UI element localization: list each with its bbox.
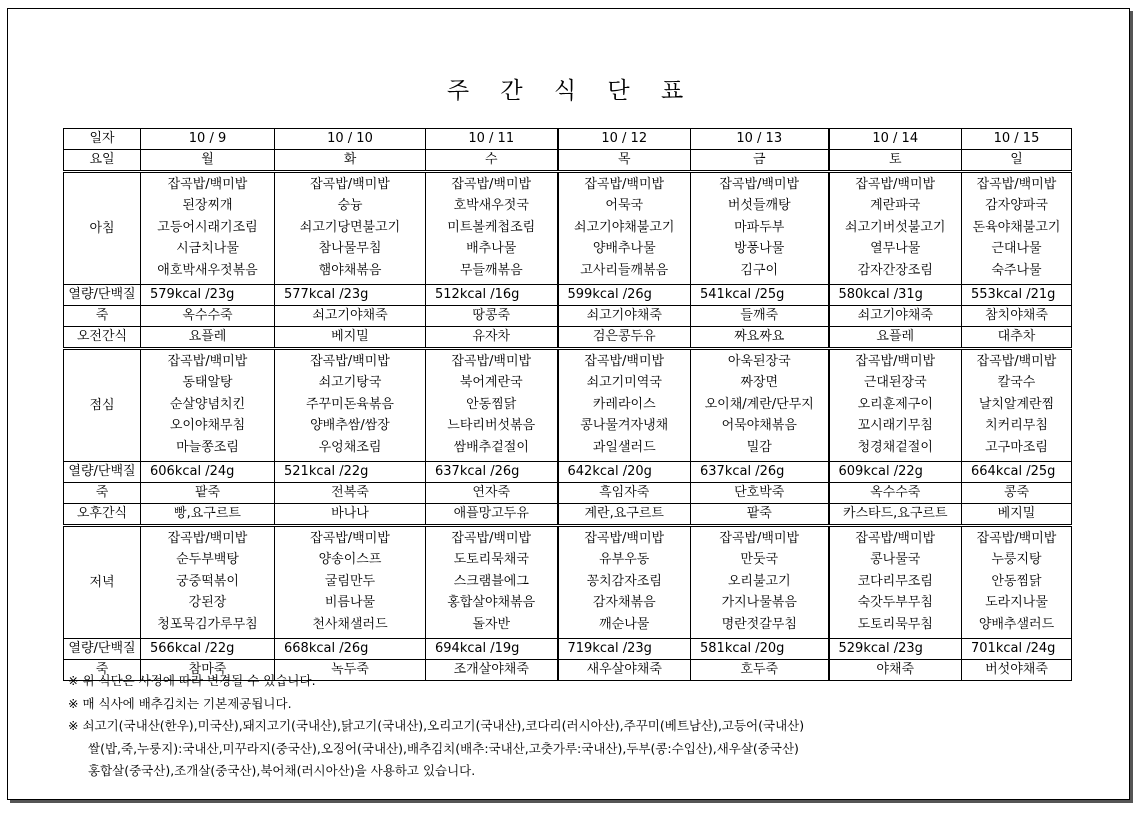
lunch-kcal-row-cell: 637kcal /26g	[691, 462, 829, 483]
dish: 쇠고기버섯불고기	[845, 219, 946, 235]
dish: 참나물무침	[318, 241, 382, 257]
am-snack-row-cell: 대추차	[962, 327, 1072, 349]
meal-cell	[426, 349, 558, 462]
meal-label: 아침	[64, 172, 141, 285]
dish: 숙갓두부무침	[857, 595, 933, 611]
breakfast-kcal-row	[64, 285, 1072, 306]
weekly-menu-table	[63, 128, 1072, 681]
lunch-porridge-row-cell: 흑임자죽	[558, 483, 691, 504]
breakfast-kcal-row-cell: 580kcal /31g	[829, 285, 962, 306]
dish: 잡곡밥/백미밥	[855, 177, 936, 192]
dish: 오이채/계란/단무지	[704, 396, 814, 412]
meal-cell	[426, 172, 558, 285]
am-snack-row-cell: 요플레	[829, 327, 962, 349]
dish: 순두부백탕	[176, 552, 239, 568]
dish: 숙주나물	[991, 262, 1042, 278]
am-snack-row-cell: 짜요짜요	[691, 327, 829, 349]
meal-cell	[962, 526, 1072, 639]
dish: 코다리무조림	[857, 573, 933, 589]
lunch-porridge-row-cell: 연자죽	[426, 483, 558, 504]
dinner-porridge-row-cell: 조개살야채죽	[426, 660, 558, 681]
meal-cell	[558, 172, 691, 285]
meal-cell	[141, 172, 275, 285]
note-line: ※ 매 식사에 배추김치는 기본제공됩니다.	[68, 695, 292, 711]
dish: 쌈배추겉절이	[453, 439, 529, 455]
dish: 어묵국	[605, 198, 644, 214]
dish: 잡곡밥/백미밥	[719, 531, 800, 546]
am-snack-row	[64, 327, 1072, 349]
row-label: 죽	[64, 660, 141, 681]
breakfast-porridge-row	[64, 306, 1072, 327]
dish: 잡곡밥/백미밥	[167, 531, 248, 546]
meal-label: 저녁	[64, 526, 141, 639]
lunch-kcal-row-cell: 609kcal /22g	[829, 462, 962, 483]
row-label: 요일	[64, 150, 141, 172]
dish: 순살양념치킨	[169, 396, 246, 412]
dish: 잡곡밥/백미밥	[310, 354, 390, 369]
dish: 잡곡밥/백미밥	[451, 531, 532, 546]
dish: 치커리무침	[985, 418, 1048, 434]
dish: 도토리묵무침	[857, 616, 933, 632]
dish: 숭늉	[337, 198, 363, 214]
weekday-row-cell: 토	[829, 150, 962, 172]
dish: 콩나물국	[870, 552, 921, 568]
row-label: 열량/단백질	[64, 639, 141, 660]
dish: 밀감	[746, 439, 772, 455]
dish: 무들깨볶음	[459, 262, 523, 278]
dish: 오이야채무침	[169, 418, 246, 434]
meal-cell	[275, 526, 426, 639]
lunch-kcal-row-cell: 642kcal /20g	[558, 462, 691, 483]
dinner-porridge-row-cell: 버섯야채죽	[962, 660, 1072, 681]
dish: 된장찌개	[182, 198, 233, 214]
dish: 김구이	[740, 262, 779, 278]
weekday-row	[64, 150, 1072, 172]
meal-cell	[275, 172, 426, 285]
dinner-porridge-row-cell: 호두죽	[691, 660, 829, 681]
dish: 잡곡밥/백미밥	[584, 354, 665, 369]
lunch-kcal-row-cell: 606kcal /24g	[141, 462, 275, 483]
notes	[68, 670, 804, 783]
note-line: 홍합살(중국산),조개살(중국산),북어채(러시아산)을 사용하고 있습니다.	[88, 763, 476, 778]
lunch-row	[64, 349, 1072, 462]
lunch-kcal-row-cell: 664kcal /25g	[962, 462, 1072, 483]
dish: 쇠고기탕국	[318, 375, 382, 391]
row-label: 오후간식	[64, 504, 141, 526]
meal-cell	[962, 172, 1072, 285]
dish: 잡곡밥/백미밥	[584, 531, 665, 546]
dish: 청포묵김가루무침	[157, 616, 258, 632]
dish: 동태알탕	[182, 375, 233, 391]
dish: 깨순나물	[599, 616, 650, 632]
am-snack-row-cell: 유자차	[426, 327, 558, 349]
weekday-row-cell: 일	[962, 150, 1072, 172]
row-label: 열량/단백질	[64, 462, 141, 483]
date-row	[64, 129, 1072, 150]
am-snack-row-cell: 요플레	[141, 327, 275, 349]
dish: 미트볼케첩조림	[447, 219, 536, 235]
dish: 감자간장조림	[857, 262, 933, 278]
date-row-cell: 10 / 11	[426, 129, 558, 150]
dish: 유부우동	[599, 552, 650, 568]
dinner-porridge-row-cell: 녹두죽	[275, 660, 426, 681]
breakfast-kcal-row-cell: 577kcal /23g	[275, 285, 426, 306]
dish: 마파두부	[734, 219, 785, 235]
dinner-kcal-row	[64, 639, 1072, 660]
dish: 스크램블에그	[453, 573, 529, 589]
lunch-kcal-row-cell: 637kcal /26g	[426, 462, 558, 483]
dish: 안동찜닭	[466, 396, 517, 412]
meal-cell	[829, 349, 962, 462]
weekday-row-cell: 금	[691, 150, 829, 172]
pm-snack-row-cell: 빵,요구르트	[141, 504, 275, 526]
dish: 북어계란국	[459, 375, 523, 391]
meal-cell	[829, 172, 962, 285]
dish: 고사리들깨볶음	[580, 262, 669, 278]
row-label: 죽	[64, 483, 141, 504]
dish: 아욱된장국	[727, 354, 791, 369]
dish: 잡곡밥/백미밥	[976, 531, 1057, 546]
row-label: 열량/단백질	[64, 285, 141, 306]
dish: 양배추샐러드	[978, 616, 1055, 632]
meal-cell	[691, 349, 829, 462]
dish: 잡곡밥/백미밥	[855, 354, 936, 369]
lunch-porridge-row	[64, 483, 1072, 504]
dish: 열무나물	[870, 241, 921, 257]
dish: 궁중떡볶이	[176, 573, 239, 589]
dish: 잡곡밥/백미밥	[310, 177, 390, 192]
row-label: 죽	[64, 306, 141, 327]
dish: 쇠고기야채불고기	[574, 219, 675, 235]
dish: 고구마조림	[985, 439, 1048, 455]
meal-cell	[426, 526, 558, 639]
dish: 잡곡밥/백미밥	[451, 354, 532, 369]
weekday-row-cell: 수	[426, 150, 558, 172]
am-snack-row-cell: 베지밀	[275, 327, 426, 349]
dish: 느타리버섯볶음	[447, 418, 536, 434]
dish: 날치알계란찜	[978, 396, 1055, 412]
am-snack-row-cell: 검은콩두유	[558, 327, 691, 349]
breakfast-porridge-row-cell: 쇠고기야채죽	[829, 306, 962, 327]
breakfast-kcal-row-cell: 553kcal /21g	[962, 285, 1072, 306]
dish: 계란파국	[870, 198, 921, 214]
weekday-row-cell: 화	[275, 150, 426, 172]
meal-cell	[558, 526, 691, 639]
date-row-cell: 10 / 12	[558, 129, 691, 150]
dish: 배추나물	[466, 241, 517, 257]
dish: 안동찜닭	[991, 573, 1042, 589]
dish: 근대된장국	[863, 375, 927, 391]
dish: 어묵야채볶음	[721, 418, 797, 434]
dish: 과일샐러드	[592, 439, 656, 455]
weekday-row-cell: 월	[141, 150, 275, 172]
dish: 버섯들깨탕	[727, 198, 791, 214]
meal-label: 점심	[64, 349, 141, 462]
breakfast-kcal-row-cell: 512kcal /16g	[426, 285, 558, 306]
dish: 쇠고기당면불고기	[299, 219, 401, 235]
dinner-row	[64, 526, 1072, 639]
dish: 칼국수	[997, 375, 1036, 391]
breakfast-porridge-row-cell: 들깨죽	[691, 306, 829, 327]
lunch-porridge-row-cell: 전복죽	[275, 483, 426, 504]
date-row-cell: 10 / 15	[962, 129, 1072, 150]
date-row-cell: 10 / 13	[691, 129, 829, 150]
note-line: ※ 위 식단은 사정에 따라 변경될 수 있습니다.	[68, 673, 316, 688]
lunch-kcal-row	[64, 462, 1072, 483]
dish: 잡곡밥/백미밥	[584, 177, 665, 192]
breakfast-porridge-row-cell: 땅콩죽	[426, 306, 558, 327]
breakfast-porridge-row-cell: 옥수수죽	[141, 306, 275, 327]
dish: 콩나물겨자냉채	[580, 418, 669, 434]
dish: 홍합살야채볶음	[447, 595, 536, 611]
date-row-cell: 10 / 9	[141, 129, 275, 150]
row-label: 오전간식	[64, 327, 141, 349]
pm-snack-row-cell: 팥죽	[691, 504, 829, 526]
dish: 강된장	[188, 595, 227, 611]
lunch-porridge-row-cell: 콩죽	[962, 483, 1072, 504]
dinner-kcal-row-cell: 701kcal /24g	[962, 639, 1072, 660]
lunch-kcal-row-cell: 521kcal /22g	[275, 462, 426, 483]
dish: 방풍나물	[734, 241, 785, 257]
dish: 감자채볶음	[592, 595, 656, 611]
meal-cell	[275, 349, 426, 462]
dish: 도라지나물	[985, 595, 1048, 611]
pm-snack-row-cell: 바나나	[275, 504, 426, 526]
dish: 양배추쌈/쌈장	[310, 418, 390, 434]
row-label: 일자	[64, 129, 141, 150]
date-row-cell: 10 / 10	[275, 129, 426, 150]
dish: 가지나물볶음	[721, 595, 797, 611]
pm-snack-row-cell: 계란,요구르트	[558, 504, 691, 526]
lunch-porridge-row-cell: 팥죽	[141, 483, 275, 504]
dish: 카레라이스	[592, 396, 656, 412]
note-line: ※ 쇠고기(국내산(한우),미국산),돼지고기(국내산),닭고기(국내산),오리고기(국내산),코다리(러시아산),주꾸미(베트남산),고등어(국내산)	[68, 718, 805, 733]
meal-cell	[829, 526, 962, 639]
dish: 감자양파국	[985, 198, 1048, 214]
dish: 도토리묵채국	[453, 552, 529, 568]
dish: 잡곡밥/백미밥	[976, 177, 1057, 192]
breakfast-row	[64, 172, 1072, 285]
meal-cell	[962, 349, 1072, 462]
dish: 잡곡밥/백미밥	[167, 354, 248, 369]
dish: 잡곡밥/백미밥	[719, 177, 800, 192]
breakfast-porridge-row-cell: 쇠고기야채죽	[558, 306, 691, 327]
dinner-kcal-row-cell: 719kcal /23g	[558, 639, 691, 660]
dish: 꼬시래기무침	[857, 418, 933, 434]
dish: 잡곡밥/백미밥	[855, 531, 936, 546]
dish: 양송이스프	[318, 552, 382, 568]
dish: 애호박새우젓볶음	[157, 262, 258, 278]
dinner-porridge-row-cell: 새우살야채죽	[558, 660, 691, 681]
dish: 햄야채볶음	[318, 262, 382, 278]
dish: 돌자반	[472, 616, 511, 632]
dish: 쇠고기미역국	[586, 375, 662, 391]
dish: 굴림만두	[324, 573, 376, 589]
meal-cell	[141, 526, 275, 639]
dish: 짜장면	[740, 375, 779, 391]
dish: 잡곡밥/백미밥	[310, 531, 390, 546]
dish: 누룽지탕	[991, 552, 1042, 568]
dish: 돈육야채불고기	[972, 219, 1061, 235]
dinner-kcal-row-cell: 529kcal /23g	[829, 639, 962, 660]
breakfast-porridge-row-cell: 쇠고기야채죽	[275, 306, 426, 327]
breakfast-porridge-row-cell: 참치야채죽	[962, 306, 1072, 327]
dish: 마늘쫑조림	[176, 439, 239, 455]
dish: 오리불고기	[727, 573, 791, 589]
dinner-porridge-row-cell: 야채죽	[829, 660, 962, 681]
dish: 주꾸미돈육볶음	[306, 396, 394, 412]
meal-cell	[691, 172, 829, 285]
date-row-cell: 10 / 14	[829, 129, 962, 150]
note-line: 쌀(밥,죽,누룽지):국내산,미꾸라지(중국산),오징어(국내산),배추김치(배추:국내산,고춧가루:국내산),두부(콩:수입산),새우살(중국산)	[88, 740, 799, 756]
lunch-porridge-row-cell: 단호박죽	[691, 483, 829, 504]
dish: 시금치나물	[176, 241, 239, 257]
dish: 고등어시래기조림	[157, 219, 258, 235]
dish: 비름나물	[324, 595, 376, 611]
dinner-kcal-row-cell: 694kcal /19g	[426, 639, 558, 660]
dish: 양배추나물	[592, 241, 656, 257]
pm-snack-row-cell: 카스타드,요구르트	[829, 504, 962, 526]
meal-cell	[558, 349, 691, 462]
dish: 잡곡밥/백미밥	[167, 177, 248, 192]
page-title: 주 간 식 단 표	[446, 78, 696, 104]
dish: 오리훈제구이	[857, 396, 933, 412]
dish: 명란젓갈무침	[721, 616, 797, 632]
dish: 청경채겉절이	[857, 439, 933, 455]
dish: 우엉채조림	[318, 439, 382, 455]
breakfast-kcal-row-cell: 599kcal /26g	[558, 285, 691, 306]
dish: 잡곡밥/백미밥	[976, 354, 1057, 369]
dinner-kcal-row-cell: 566kcal /22g	[141, 639, 275, 660]
dish: 만둣국	[740, 552, 779, 568]
dish: 호박새우젓국	[453, 198, 529, 214]
dinner-kcal-row-cell: 668kcal /26g	[275, 639, 426, 660]
breakfast-kcal-row-cell: 541kcal /25g	[691, 285, 829, 306]
pm-snack-row-cell: 베지밀	[962, 504, 1072, 526]
dish: 천사채샐러드	[312, 616, 388, 632]
lunch-porridge-row-cell: 옥수수죽	[829, 483, 962, 504]
pm-snack-row-cell: 애플망고두유	[426, 504, 558, 526]
breakfast-kcal-row-cell: 579kcal /23g	[141, 285, 275, 306]
dish: 근대나물	[991, 241, 1042, 257]
weekday-row-cell: 목	[558, 150, 691, 172]
dish: 꽁치감자조림	[586, 573, 662, 589]
dish: 잡곡밥/백미밥	[451, 177, 532, 192]
dinner-kcal-row-cell: 581kcal /20g	[691, 639, 829, 660]
dinner-porridge-row-cell: 참마죽	[141, 660, 275, 681]
meal-cell	[691, 526, 829, 639]
meal-cell	[141, 349, 275, 462]
pm-snack-row	[64, 504, 1072, 526]
